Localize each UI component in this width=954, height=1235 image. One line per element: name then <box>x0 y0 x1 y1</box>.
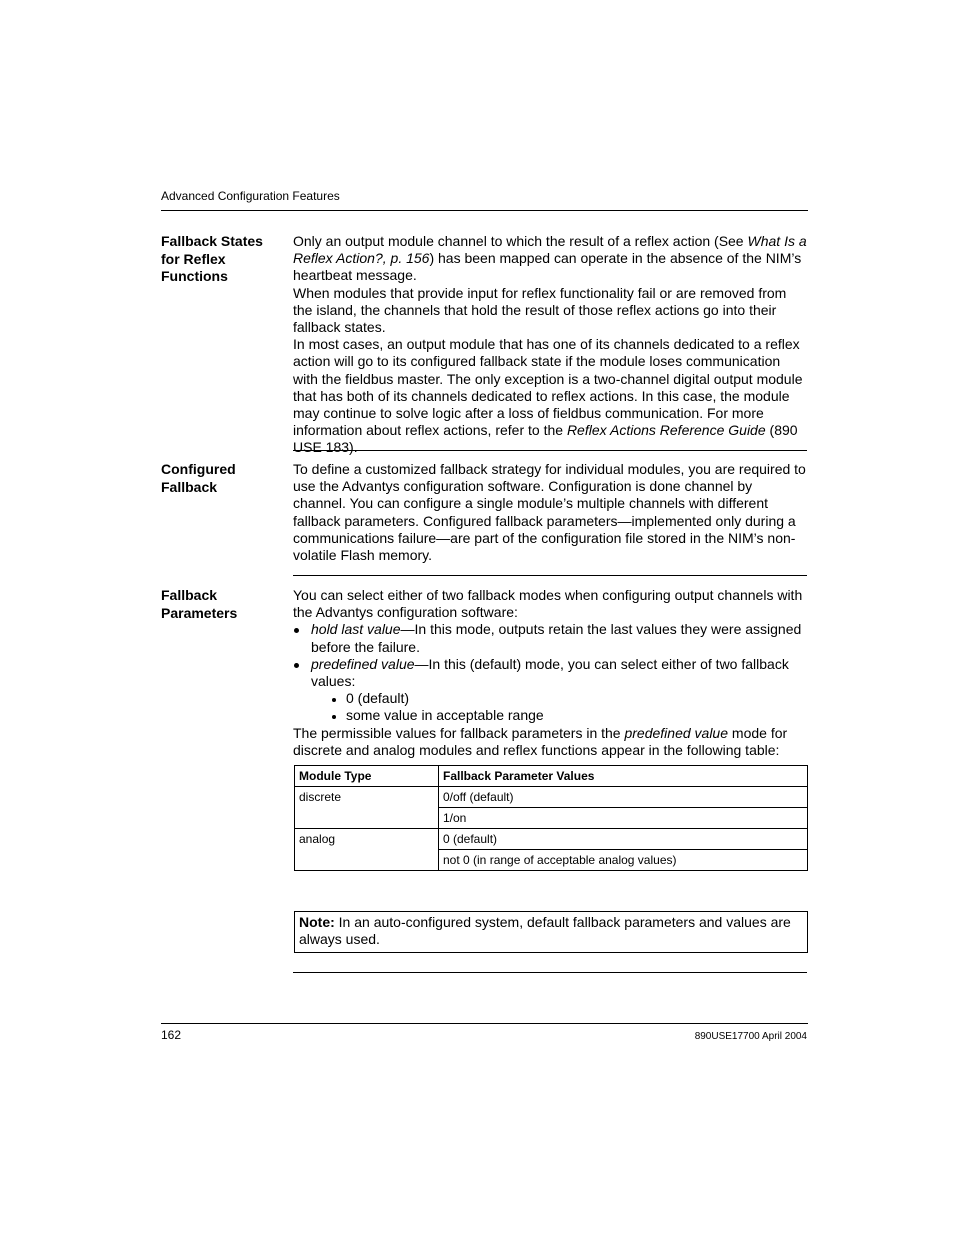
paragraph <box>293 233 808 285</box>
mode-name: predefined value <box>624 724 729 741</box>
running-header: Advanced Configuration Features <box>161 189 340 203</box>
note-label: Note: <box>299 914 335 930</box>
reference-guide-title: Reflex Actions Reference Guide <box>566 422 766 439</box>
sub-list-item: 0 (default) <box>329 690 808 707</box>
table-row <box>295 787 808 808</box>
cross-reference-link[interactable]: What Is a Reflex Action?, p. 156 <box>293 233 807 267</box>
table-header-row <box>295 766 808 787</box>
heading-line: Fallback <box>161 587 218 603</box>
text-run: —In this (default) mode, you can select either of two fallback values: <box>311 655 789 690</box>
parameter-value-cell: not 0 (in range of acceptable analog values) <box>439 850 808 871</box>
paragraph: To define a customized fallback strategy for individual modules, you are required to use the Advantys configuration software. Configuration is done channel by channel. You can configure a single module’s multiple channels with different fallback parameters. Configured fallback parameters—implemented only during a communications failure—are part of the configuration file stored in the NIM’s non-volatile Flash memory. <box>293 461 806 564</box>
section-heading-fallback-states <box>161 233 286 286</box>
heading-line: for Reflex <box>161 250 226 267</box>
module-type-cell: discrete <box>295 787 439 829</box>
paragraph <box>293 725 808 759</box>
column-header-module-type: Module Type <box>295 766 439 787</box>
list-item <box>293 621 808 655</box>
section-heading-fallback-parameters <box>161 587 286 622</box>
text-run: (890 USE 183). <box>293 422 798 456</box>
parameter-value-cell: 0 (default) <box>439 829 808 850</box>
section-body-fallback-parameters <box>293 587 808 759</box>
table-row <box>295 829 808 850</box>
text-run: Only an output module channel to which the result of a reflex action (See <box>293 233 748 249</box>
text-run: In most cases, an output module that has one of its channels dedicated to a reflex action will go to its configured fallback state if the module loses communication with the fieldbus master. The only exception is a two-channel digital output module that has both of its channels dedicated to reflex actions. In this case, the module may continue to solve logic after a loss of fieldbus communication. For more information about reflex actions, refer to the <box>293 336 803 439</box>
page-number: 162 <box>161 1028 182 1042</box>
document-id: 890USE17700 April 2004 <box>694 1031 807 1042</box>
text-run: mode for discrete and analog modules and reflex functions appear in the following table: <box>293 724 788 758</box>
mode-name: hold last value <box>311 621 401 638</box>
text-run: ) has been mapped can operate in the absence of the NIM’s heartbeat message. <box>293 250 802 284</box>
header-rule <box>161 210 808 211</box>
section-divider <box>293 575 807 576</box>
heading-line: Configured <box>161 461 236 477</box>
paragraph <box>293 336 808 456</box>
fallback-parameter-table <box>294 765 808 871</box>
column-header-fallback-values: Fallback Parameter Values <box>439 766 808 787</box>
module-type-cell: analog <box>295 829 439 871</box>
heading-line: Fallback <box>161 478 218 495</box>
heading-line: Parameters <box>161 604 238 621</box>
bullet-list <box>293 621 808 724</box>
footer-rule <box>161 1023 808 1024</box>
note-text: In an auto-configured system, default fallback parameters and values are always used. <box>299 914 791 948</box>
heading-line: Fallback States <box>161 233 263 249</box>
sub-list-item: some value in acceptable range <box>329 707 808 724</box>
paragraph: You can select either of two fallback modes when configuring output channels with the Advantys configuration software: <box>293 587 803 621</box>
note-box <box>294 911 808 953</box>
text-run: —In this mode, outputs retain the last values they were assigned before the failure. <box>311 621 802 655</box>
parameter-value-cell: 0/off (default) <box>439 787 808 808</box>
mode-name: predefined value <box>311 655 415 672</box>
section-heading-configured-fallback <box>161 461 286 496</box>
section-divider <box>293 450 807 451</box>
heading-line: Functions <box>161 268 228 284</box>
text-run: The permissible values for fallback parameters in the <box>293 724 625 741</box>
parameter-value-cell: 1/on <box>439 808 808 829</box>
section-body-fallback-states <box>293 233 808 457</box>
paragraph: When modules that provide input for reflex functionality fail or are removed from the island, the channels that hold the result of those reflex actions go into their fallback states. <box>293 284 787 336</box>
sub-bullet-list <box>311 690 808 724</box>
section-divider <box>293 972 807 973</box>
section-body-configured-fallback <box>293 461 808 564</box>
list-item <box>293 656 808 725</box>
